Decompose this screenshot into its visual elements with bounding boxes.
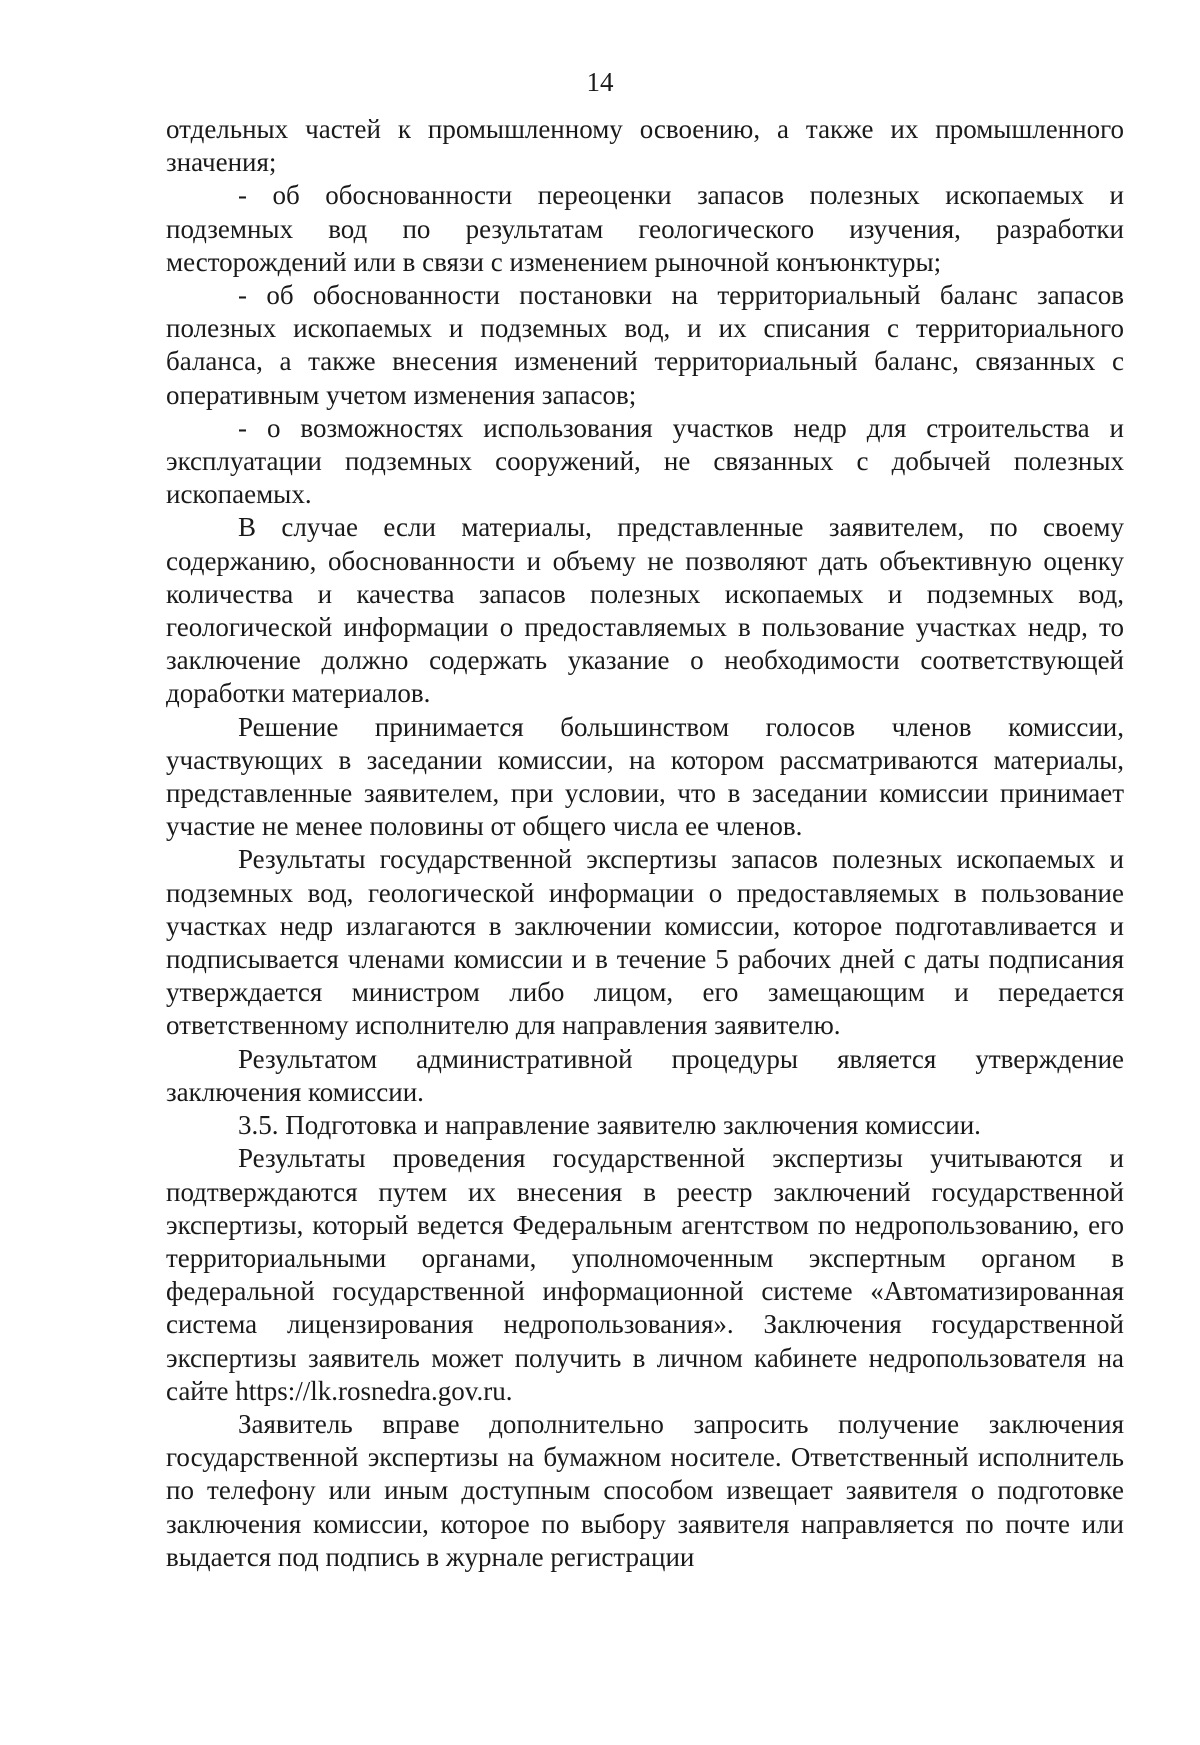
paragraph-decision: Решение принимается большинством голосов членов комиссии, участвующих в заседании комиссии, на котором рассматриваются материалы, представленные заявителем, при условии, что в заседании комиссии принимает участие не менее половины от общего числа ее членов. bbox=[166, 711, 1124, 842]
paragraph-paper-copy: Заявитель вправе дополнительно запросить получение заключения государственной экспертизы на бумажном носителе. Ответственный исполнитель по телефону или иным доступным способом извещает заявителя о подготовке заключения комиссии, которое по выбору заявителя направляется по почте или выдается под подпись в журнале регистрации bbox=[166, 1408, 1124, 1572]
paragraph-continuation: отдельных частей к промышленному освоению, а также их промышленного значения; bbox=[166, 114, 1124, 178]
section-heading-3-5: 3.5. Подготовка и направление заявителю заключения комиссии. bbox=[238, 1110, 981, 1141]
paragraph-insufficient-materials: В случае если материалы, представленные заявителем, по своему содержанию, обоснованности и объему не позволяют дать объективную оценку количества и качества запасов полезных ископаемых и подземных вод, геологической информации о предоставляемых в пользование участках недр, то заключение должно содержать указание о необходимости соответствующей доработки материалов. bbox=[166, 512, 1124, 709]
list-item-revaluation: - об обоснованности переоценки запасов полезных ископаемых и подземных вод по результатам геологического изучения, разработки месторождений или в связи с изменением рыночной конъюнктуры; bbox=[166, 180, 1124, 277]
list-item-territorial-balance: - об обоснованности постановки на территориальный баланс запасов полезных ископаемых и подземных вод, и их списания с территориального баланса, а также внесения изменений территориальный баланс, связанных с оперативным учетом изменения запасов; bbox=[166, 280, 1124, 410]
list-item-underground-structures: - о возможностях использования участков недр для строительства и эксплуатации подземных сооружений, не связанных с добычей полезных ископаемых. bbox=[166, 412, 1124, 510]
document-body bbox=[166, 113, 1124, 1574]
paragraph-registry: Результаты проведения государственной экспертизы учитываются и подтверждаются путем их внесения в реестр заключений государственной экспертизы, который ведется Федеральным агентством по недропользованию, его территориальными органами, уполномоченным экспертным органом в федеральной государственной информационной системе «Автоматизированная система лицензирования недропользования». Заключения государственной экспертизы заявитель может получить в личном кабинете недропользователя на сайте https://lk.rosnedra.gov.ru. bbox=[166, 1143, 1124, 1406]
page-number: 14 bbox=[586, 67, 614, 97]
paragraph-procedure-result: Результатом административной процедуры является утверждение заключения комиссии. bbox=[166, 1043, 1124, 1107]
paragraph-results: Результаты государственной экспертизы запасов полезных ископаемых и подземных вод, геологической информации о предоставляемых в пользование участках недр излагаются в заключении комиссии, которое подготавливается и подписывается членами комиссии и в течение 5 рабочих дней с даты подписания утверждается министром либо лицом, его замещающим и передается ответственному исполнителю для направления заявителю. bbox=[166, 844, 1124, 1041]
